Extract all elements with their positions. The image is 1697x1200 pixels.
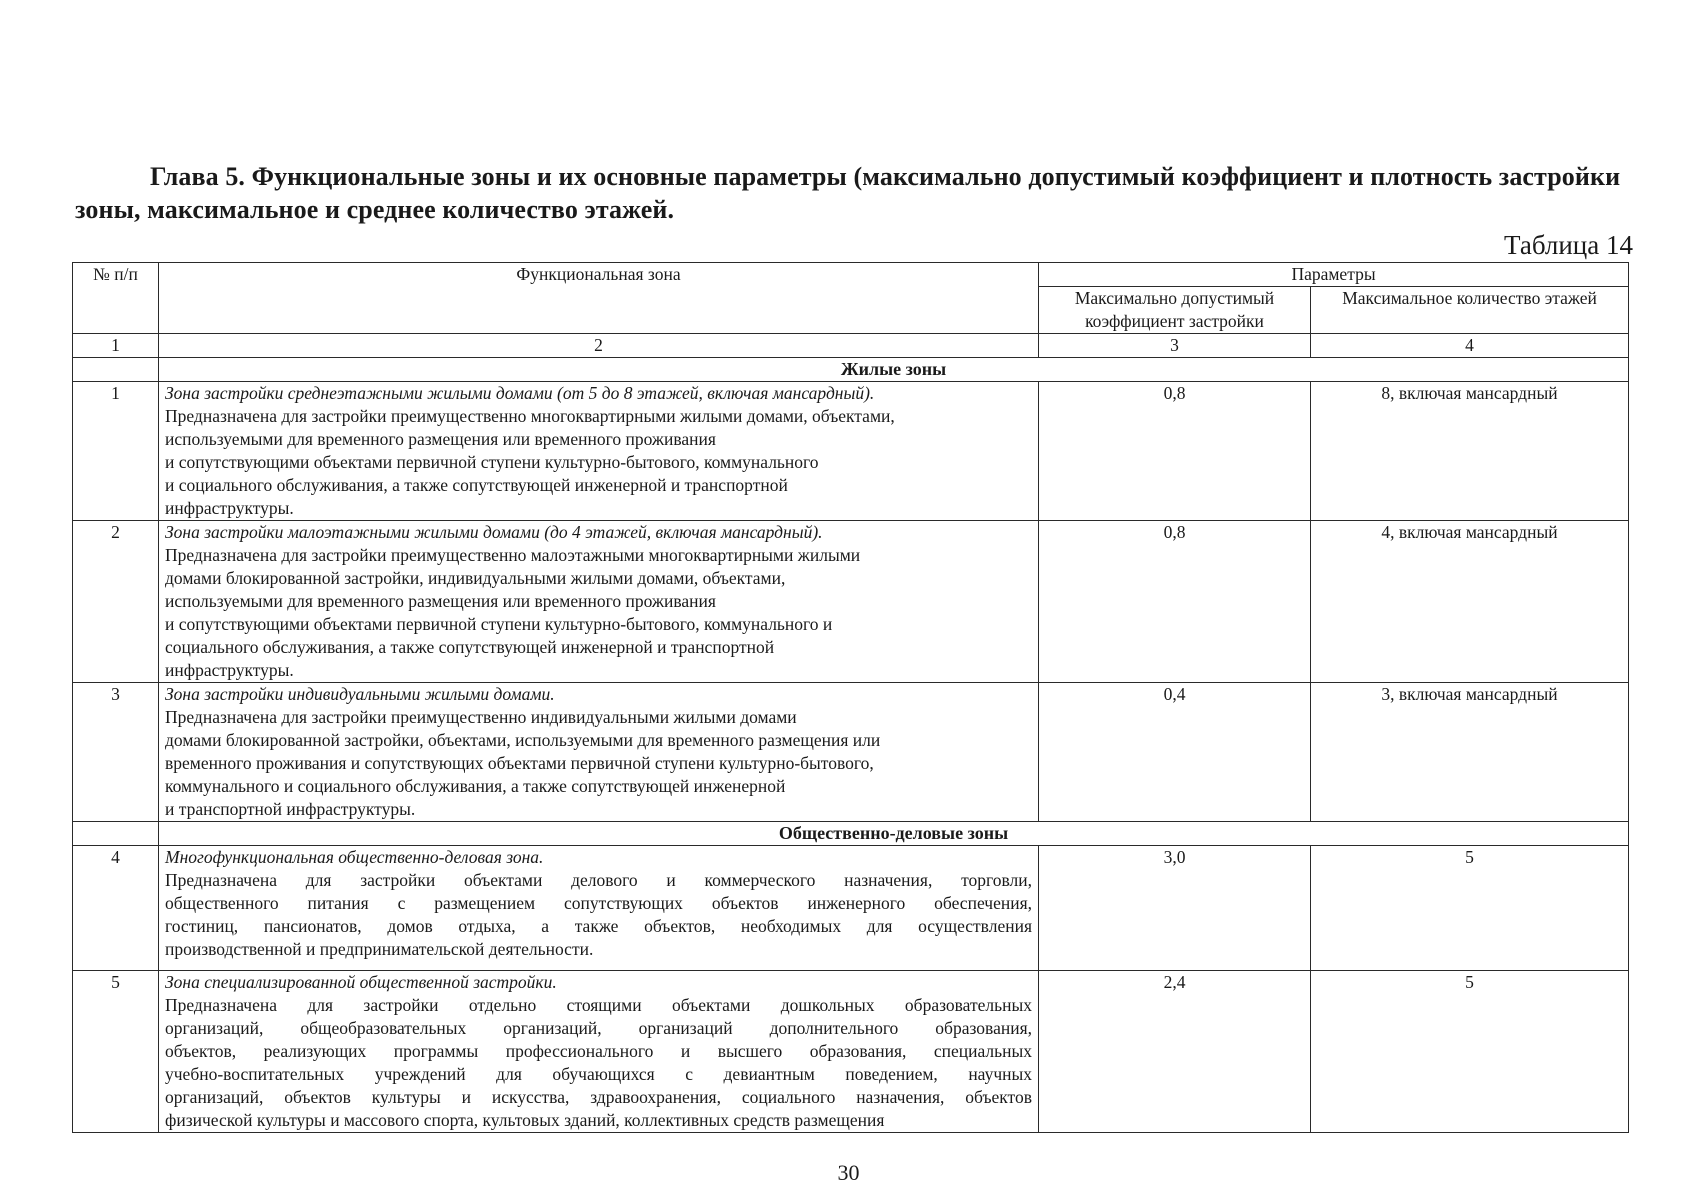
zone-name: Зона застройки среднеэтажными жилыми домами (от 5 до 8 этажей, включая мансардный).: [165, 383, 875, 403]
zone-description-line: домами блокированной застройки, объектами, используемыми для временного размещения или: [165, 730, 881, 750]
header-num: № п/п: [73, 263, 159, 334]
zone-description-line: Предназначена для застройки преимущественно малоэтажными многоквартирными жилыми: [165, 545, 861, 565]
zone-description-line: и транспортной инфраструктуры.: [165, 799, 416, 819]
table-label: Таблица 14: [1504, 230, 1633, 260]
zone-description-line: Предназначена для застройки преимущественно индивидуальными жилыми домами: [165, 707, 797, 727]
zone-description-line: Предназначена для застройки отдельно стоящими объектами дошкольных образовательных: [165, 995, 1032, 1015]
zone-description-line: и сопутствующими объектами первичной ступени культурно-бытового, коммунального: [165, 452, 819, 472]
zone-description-line: инфраструктуры.: [165, 498, 294, 518]
zone-name: Зона специализированной общественной застройки.: [165, 972, 557, 992]
zone-description-line: физической культуры и массового спорта, культовых зданий, коллективных средств размещения: [165, 1110, 885, 1130]
row-number: 4: [73, 846, 159, 971]
zone-description-line: организаций, общеобразовательных организаций, организаций дополнительного образования,: [165, 1018, 1032, 1038]
zone-cell: [159, 382, 1039, 521]
zone-cell: [159, 846, 1039, 971]
max-floors-value: 5: [1311, 846, 1629, 971]
zone-name: Многофункциональная общественно-деловая зона.: [165, 847, 544, 867]
row-number: 5: [73, 971, 159, 1133]
table-row: [73, 846, 1629, 971]
zone-description-line: домами блокированной застройки, индивидуальными жилыми домами, объектами,: [165, 568, 786, 588]
zones-table: [72, 262, 1629, 1133]
zone-description-line: и сопутствующими объектами первичной ступени культурно-бытового, коммунального и: [165, 614, 833, 634]
zone-description-line: организаций, объектов культуры и искусства, здравоохранения, социального назначения, объектов: [165, 1087, 1032, 1107]
header-zone: Функциональная зона: [159, 263, 1039, 334]
table-row: [73, 521, 1629, 683]
section-title: Общественно-деловые зоны: [159, 822, 1629, 846]
zone-cell: [159, 971, 1039, 1133]
zone-name: Зона застройки индивидуальными жилыми домами.: [165, 684, 555, 704]
zones-table-body: [73, 358, 1629, 1133]
col-number-3: 3: [1039, 334, 1311, 358]
max-floors-value: 3, включая мансардный: [1311, 683, 1629, 822]
table-row: [73, 382, 1629, 521]
col-number-4: 4: [1311, 334, 1629, 358]
coefficient-value: 2,4: [1039, 971, 1311, 1133]
row-number: 1: [73, 382, 159, 521]
zone-name: Зона застройки малоэтажными жилыми домами (до 4 этажей, включая мансардный).: [165, 522, 823, 542]
max-floors-value: 8, включая мансардный: [1311, 382, 1629, 521]
row-number: 3: [73, 683, 159, 822]
zone-description-line: используемыми для временного размещения или временного проживания: [165, 429, 716, 449]
section-row: [73, 822, 1629, 846]
coefficient-value: 3,0: [1039, 846, 1311, 971]
coefficient-value: 0,8: [1039, 382, 1311, 521]
page-number: 30: [837, 1160, 860, 1185]
header-coef: Максимально допустимый коэффициент застройки: [1039, 287, 1311, 334]
max-floors-value: 4, включая мансардный: [1311, 521, 1629, 683]
zone-description-line: общественного питания с размещением сопутствующих объектов инженерного обеспечения,: [165, 893, 1032, 913]
table-row: [73, 971, 1629, 1133]
col-number-1: 1: [73, 334, 159, 358]
zone-description-line: производственной и предпринимательской деятельности.: [165, 939, 594, 959]
zone-cell: [159, 521, 1039, 683]
column-number-row: [73, 334, 1629, 358]
header-params: Параметры: [1039, 263, 1629, 287]
section-row: [73, 358, 1629, 382]
col-number-2: 2: [159, 334, 1039, 358]
zone-description-line: социального обслуживания, а также сопутствующей инженерной и транспортной: [165, 637, 775, 657]
zone-description-line: коммунального и социального обслуживания, а также сопутствующей инженерной: [165, 776, 786, 796]
zone-cell: [159, 683, 1039, 822]
section-spacer: [73, 358, 159, 382]
zone-description-line: Предназначена для застройки преимущественно многоквартирными жилыми домами, объектами,: [165, 406, 895, 426]
zone-description-line: гостиниц, пансионатов, домов отдыха, а также объектов, необходимых для осуществления: [165, 916, 1032, 936]
section-spacer: [73, 822, 159, 846]
coefficient-value: 0,4: [1039, 683, 1311, 822]
max-floors-value: 5: [1311, 971, 1629, 1133]
zone-description-line: Предназначена для застройки объектами делового и коммерческого назначения, торговли,: [165, 870, 1032, 890]
zone-description-line: объектов, реализующих программы профессионального и высшего образования, специальных: [165, 1041, 1032, 1061]
zone-description-line: используемыми для временного размещения или временного проживания: [165, 591, 716, 611]
header-row-top: [73, 263, 1629, 287]
zone-description-line: и социального обслуживания, а также сопутствующей инженерной и транспортной: [165, 475, 788, 495]
header-floors: Максимальное количество этажей: [1311, 287, 1629, 334]
zone-description-line: инфраструктуры.: [165, 660, 294, 680]
coefficient-value: 0,8: [1039, 521, 1311, 683]
row-number: 2: [73, 521, 159, 683]
zone-description-line: временного проживания и сопутствующих объектами первичной ступени культурно-бытового,: [165, 753, 874, 773]
zone-description-line: учебно-воспитательных учреждений для обучающихся с девиантным поведением, научных: [165, 1064, 1032, 1084]
chapter-heading: Глава 5. Функциональные зоны и их основные параметры (максимально допустимый коэффициент и плотность застройки зоны, максимальное и среднее количество этажей.: [75, 162, 1621, 224]
section-title: Жилые зоны: [159, 358, 1629, 382]
table-row: [73, 683, 1629, 822]
